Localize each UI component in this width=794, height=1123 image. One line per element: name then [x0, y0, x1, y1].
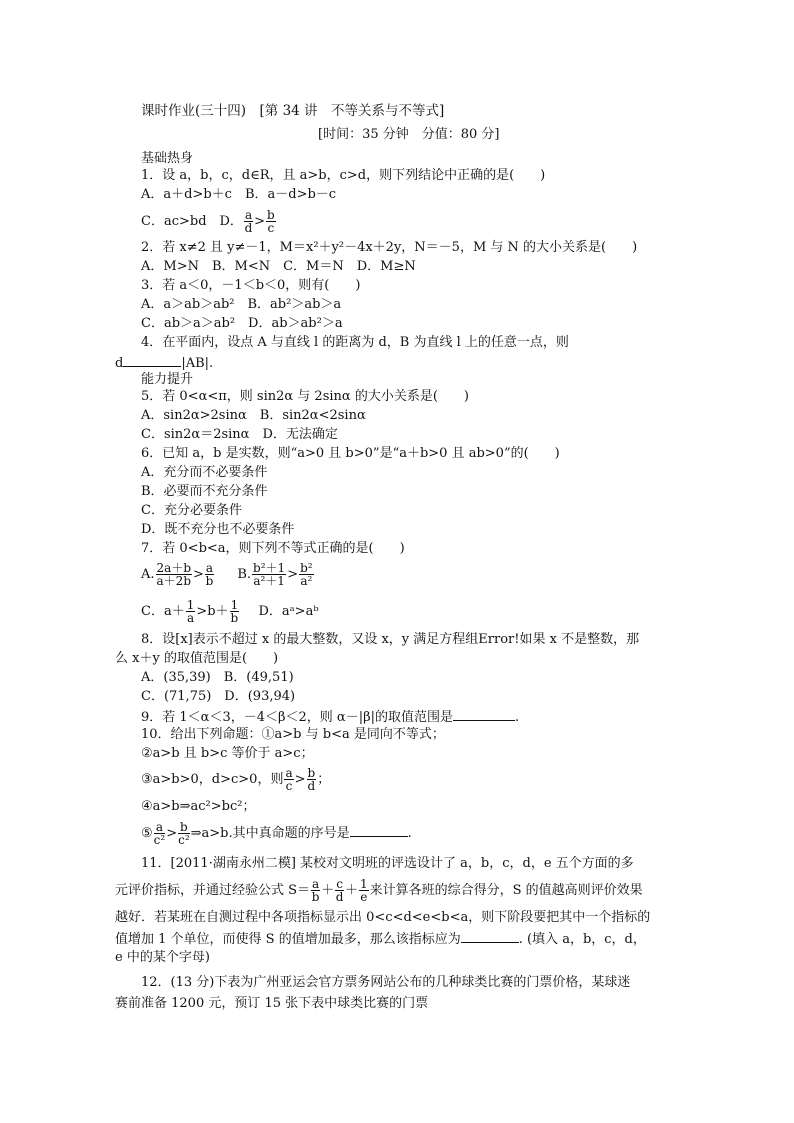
q7b-frac1: $\frac{\text{b²＋1}}{\text{a²＋1}}$	[253, 561, 286, 588]
q10-3-frac2: $\frac{b}{d}$	[307, 766, 316, 793]
worksheet-title: 课时作业(三十四) [第 34 讲 不等关系与不等式]	[141, 103, 445, 119]
q11-line1: 11．[2011·湖南永州二模] 某校对文明班的评选设计了 a，b，c，d，e 五个方面的多	[141, 856, 634, 871]
q3-options-cd: C．ab＞a＞ab² D．ab＞ab²＞a	[141, 316, 343, 331]
q10-stem: 10．给出下列命题：①a>b 与 b<a 是同向不等式；	[141, 727, 445, 742]
q4-continuation: d |AB|.	[115, 356, 214, 371]
q4-stem: 4．在平面内，设点 A 与直线 l 的距离为 d，B 为直线 l 上的任意一点，则	[141, 335, 569, 350]
q7-options-ab: A. $\frac{2a+b}{a+2b}$ > $\frac{a}{b}$ B. $\frac{\text{b²＋1}}{\text{a²＋1}}$ > $\frac{\text{b²}}{\text{a²}}$	[141, 561, 313, 588]
q7-stem: 7．若 0<b<a，则下列不等式正确的是( )	[141, 541, 405, 556]
q1-options-ab: A．a＋d>b＋c B．a－d>b－c	[141, 187, 337, 202]
q6-option-d: D．既不充分也不必要条件	[141, 522, 295, 537]
q10-item2: ②a>b 且 b>c 等价于 a>c；	[141, 746, 314, 761]
q11-line4: 值增加 1 个单位，而使得 S 的值增加最多，那么该指标应为 . (填入 a，b，c，d，	[115, 932, 646, 947]
q9-line: 9．若 1＜α＜3，－4＜β＜2，则 α－|β|的取值范围是 .	[141, 710, 520, 725]
q10-5-frac2: $\frac{b}{\text{c²}}$	[178, 820, 190, 847]
section-ability-heading: 能力提升	[141, 372, 194, 387]
q8-stem: 8．设[x]表示不超过 x 的最大整数，又设 x，y 满足方程组Error!如果 x 不是整数，那	[141, 632, 640, 647]
q10-3-frac1: $\frac{a}{c}$	[285, 766, 293, 793]
q10-item3: ③a>b>0，d>c>0，则 $\frac{a}{c}$ > $\frac{b}{d}$ ；	[141, 766, 331, 793]
q1-stem: 1．设 a，b，c，d∈R，且 a>b，c>d，则下列结论中正确的是( )	[141, 168, 546, 183]
q6-stem: 6．已知 a，b 是实数，则“a>0 且 b>0”是“a＋b>0 且 ab>0”的( )	[141, 446, 560, 461]
q2-options: A．M>N B．M<N C．M＝N D．M≥N	[141, 259, 416, 274]
q1-options-cd: C．ac>bd D． $\frac{a}{d}$ > $\frac{b}{c}$	[141, 208, 275, 235]
q10-item4: ④a>b⇒ac²>bc²；	[141, 799, 256, 814]
q7c-frac2: $\frac{1}{b}$	[230, 598, 239, 625]
q11-frac-a-b: $\frac{a}{b}$	[311, 877, 320, 904]
q1-frac-b-c: $\frac{b}{c}$	[267, 208, 275, 235]
q4-answer-blank[interactable]	[123, 354, 181, 367]
q6-option-c: C．充分必要条件	[141, 503, 242, 518]
q6-option-b: B．必要而不充分条件	[141, 484, 268, 499]
q8-options-ab: A．(35,39) B．(49,51)	[141, 670, 294, 685]
section-basic-heading: 基础热身	[141, 151, 194, 166]
q7b-frac2: $\frac{\text{b²}}{\text{a²}}$	[300, 561, 313, 588]
q7-options-cd: C．a＋ $\frac{1}{a}$ >b＋ $\frac{1}{b}$ D．aᵃ>aᵇ	[141, 598, 319, 625]
q12-line1: 12．(13 分)下表为广州亚运会官方票务网站公布的几种球类比赛的门票价格，某球迷	[141, 975, 631, 990]
q8-options-cd: C．(71,75) D．(93,94)	[141, 689, 296, 704]
q10-item5: ⑤ $\frac{a}{\text{c²}}$ > $\frac{b}{\text{c²}}$ ⇒a>b.其中真命题的序号是 .	[141, 820, 412, 847]
q11-line2: 元评价指标，并通过经验公式 S＝ $\frac{a}{b}$ ＋ $\frac{c}{d}$ ＋ $\frac{1}{e}$ 来计算各班的综合得分，S 的值越高则评价效果	[115, 877, 643, 904]
q2-stem: 2．若 x≠2 且 y≠－1，M＝x²＋y²－4x＋2y，N＝－5，M 与 N 的大小关系是( )	[141, 240, 638, 255]
q7a-frac2: $\frac{a}{b}$	[205, 561, 214, 588]
q10-answer-blank[interactable]	[350, 824, 408, 837]
q8-stem-cont: 么 x＋y 的取值范围是( )	[115, 651, 279, 666]
q11-frac-c-d: $\frac{c}{d}$	[335, 877, 344, 904]
q5-options-ab: A．sin2α>2sinα B．sin2α<2sinα	[141, 408, 366, 423]
q11-line3: 越好．若某班在自测过程中各项指标显示出 0<c<d<e<b<a，则下阶段要把其中一个指标的	[115, 910, 651, 925]
q5-options-cd: C．sin2α＝2sinα D．无法确定	[141, 427, 338, 442]
q7a-frac1: $\frac{2a+b}{a+2b}$	[156, 561, 192, 588]
q9-answer-blank[interactable]	[453, 708, 515, 721]
q11-frac-1-e: $\frac{1}{e}$	[359, 877, 368, 904]
q7-option-d: D．aᵃ>aᵇ	[258, 604, 319, 619]
q3-options-ab: A．a＞ab＞ab² B．ab²＞ab＞a	[141, 297, 342, 312]
q1-frac-a-d: $\frac{a}{d}$	[244, 208, 253, 235]
q10-5-frac1: $\frac{a}{\text{c²}}$	[153, 820, 166, 847]
q1-option-c: C．ac>bd D．	[141, 214, 243, 229]
q5-stem: 5．若 0<α<π，则 sin2α 与 2sinα 的大小关系是( )	[141, 389, 469, 404]
q6-option-a: A．充分而不必要条件	[141, 465, 268, 480]
time-score-line: [时间：35 分钟 分值：80 分]	[318, 127, 500, 142]
q11-answer-blank[interactable]	[461, 930, 519, 943]
q11-line5: e 中的某个字母)	[115, 950, 210, 965]
q3-stem: 3．若 a＜0，－1＜b＜0，则有( )	[141, 278, 361, 293]
q7c-frac1: $\frac{1}{a}$	[186, 598, 195, 625]
q12-line2: 赛前准备 1200 元，预订 15 张下表中球类比赛的门票	[115, 996, 429, 1011]
